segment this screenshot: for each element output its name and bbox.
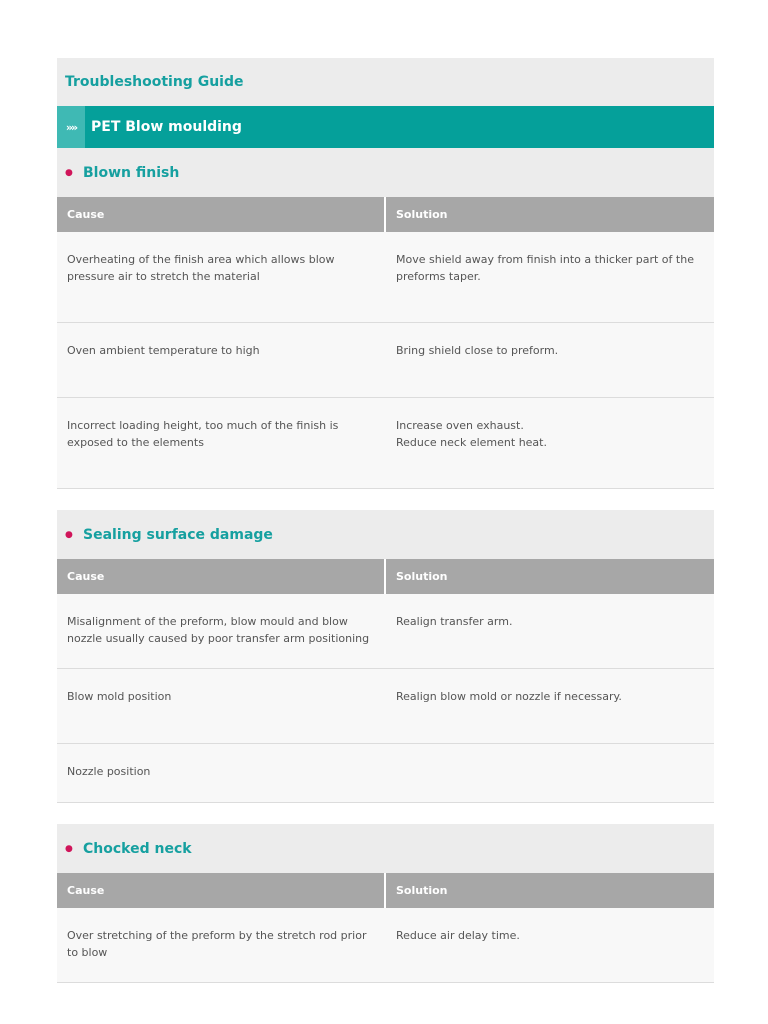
section-blown-finish	[57, 148, 714, 489]
section-header	[57, 510, 714, 559]
double-chevron-icon: »»	[57, 106, 85, 148]
column-header-row	[57, 559, 714, 594]
solution-column-header: Solution	[396, 570, 448, 583]
table-row	[57, 744, 714, 803]
cause-column-header: Cause	[57, 197, 386, 232]
solution-cell: Increase oven exhaust. Reduce neck element heat.	[396, 419, 547, 449]
circle-arrow-icon: ●	[65, 843, 73, 854]
solution-cell: Bring shield close to preform.	[396, 344, 559, 357]
troubleshooting-guide	[57, 58, 714, 1004]
cause-cell: Oven ambient temperature to high	[67, 344, 260, 357]
guide-title: Troubleshooting Guide	[65, 74, 244, 90]
cause-cell: Over stretching of the preform by the stretch rod prior to blow	[67, 929, 367, 959]
solution-column-header: Solution	[396, 884, 448, 897]
column-header-row	[57, 197, 714, 232]
solution-cell	[386, 744, 714, 802]
category-bar	[57, 106, 714, 148]
cause-cell: Overheating of the finish area which allows blow pressure air to stretch the material	[67, 253, 335, 283]
section-header	[57, 824, 714, 873]
circle-arrow-icon: ●	[65, 167, 73, 178]
table-row	[57, 232, 714, 323]
solution-column-header: Solution	[396, 208, 448, 221]
cause-column-header: Cause	[57, 873, 386, 908]
section-title: Chocked neck	[83, 840, 192, 857]
cause-cell: Misalignment of the preform, blow mould and blow nozzle usually caused by poor transfer arm positioning	[67, 615, 370, 645]
category-title: PET Blow moulding	[91, 119, 242, 135]
table-row	[57, 908, 714, 983]
column-header-row	[57, 873, 714, 908]
cause-cell: Blow mold position	[67, 690, 172, 703]
table-row	[57, 669, 714, 744]
solution-cell: Realign blow mold or nozzle if necessary.	[396, 690, 622, 703]
section-chocked-neck	[57, 824, 714, 983]
section-title: Sealing surface damage	[83, 526, 273, 543]
cause-column-header: Cause	[57, 559, 386, 594]
guide-title-bar	[57, 58, 714, 106]
cause-cell: Nozzle position	[67, 765, 151, 778]
table-row	[57, 594, 714, 669]
cause-cell: Incorrect loading height, too much of the finish is exposed to the elements	[67, 419, 339, 449]
section-title: Blown finish	[83, 164, 180, 181]
solution-cell: Reduce air delay time.	[396, 929, 520, 942]
table-row	[57, 323, 714, 398]
circle-arrow-icon: ●	[65, 529, 73, 540]
section-header	[57, 148, 714, 197]
section-sealing-surface-damage	[57, 510, 714, 803]
table-row	[57, 398, 714, 489]
solution-cell: Realign transfer arm.	[396, 615, 513, 628]
solution-cell: Move shield away from finish into a thicker part of the preforms taper.	[396, 253, 694, 283]
